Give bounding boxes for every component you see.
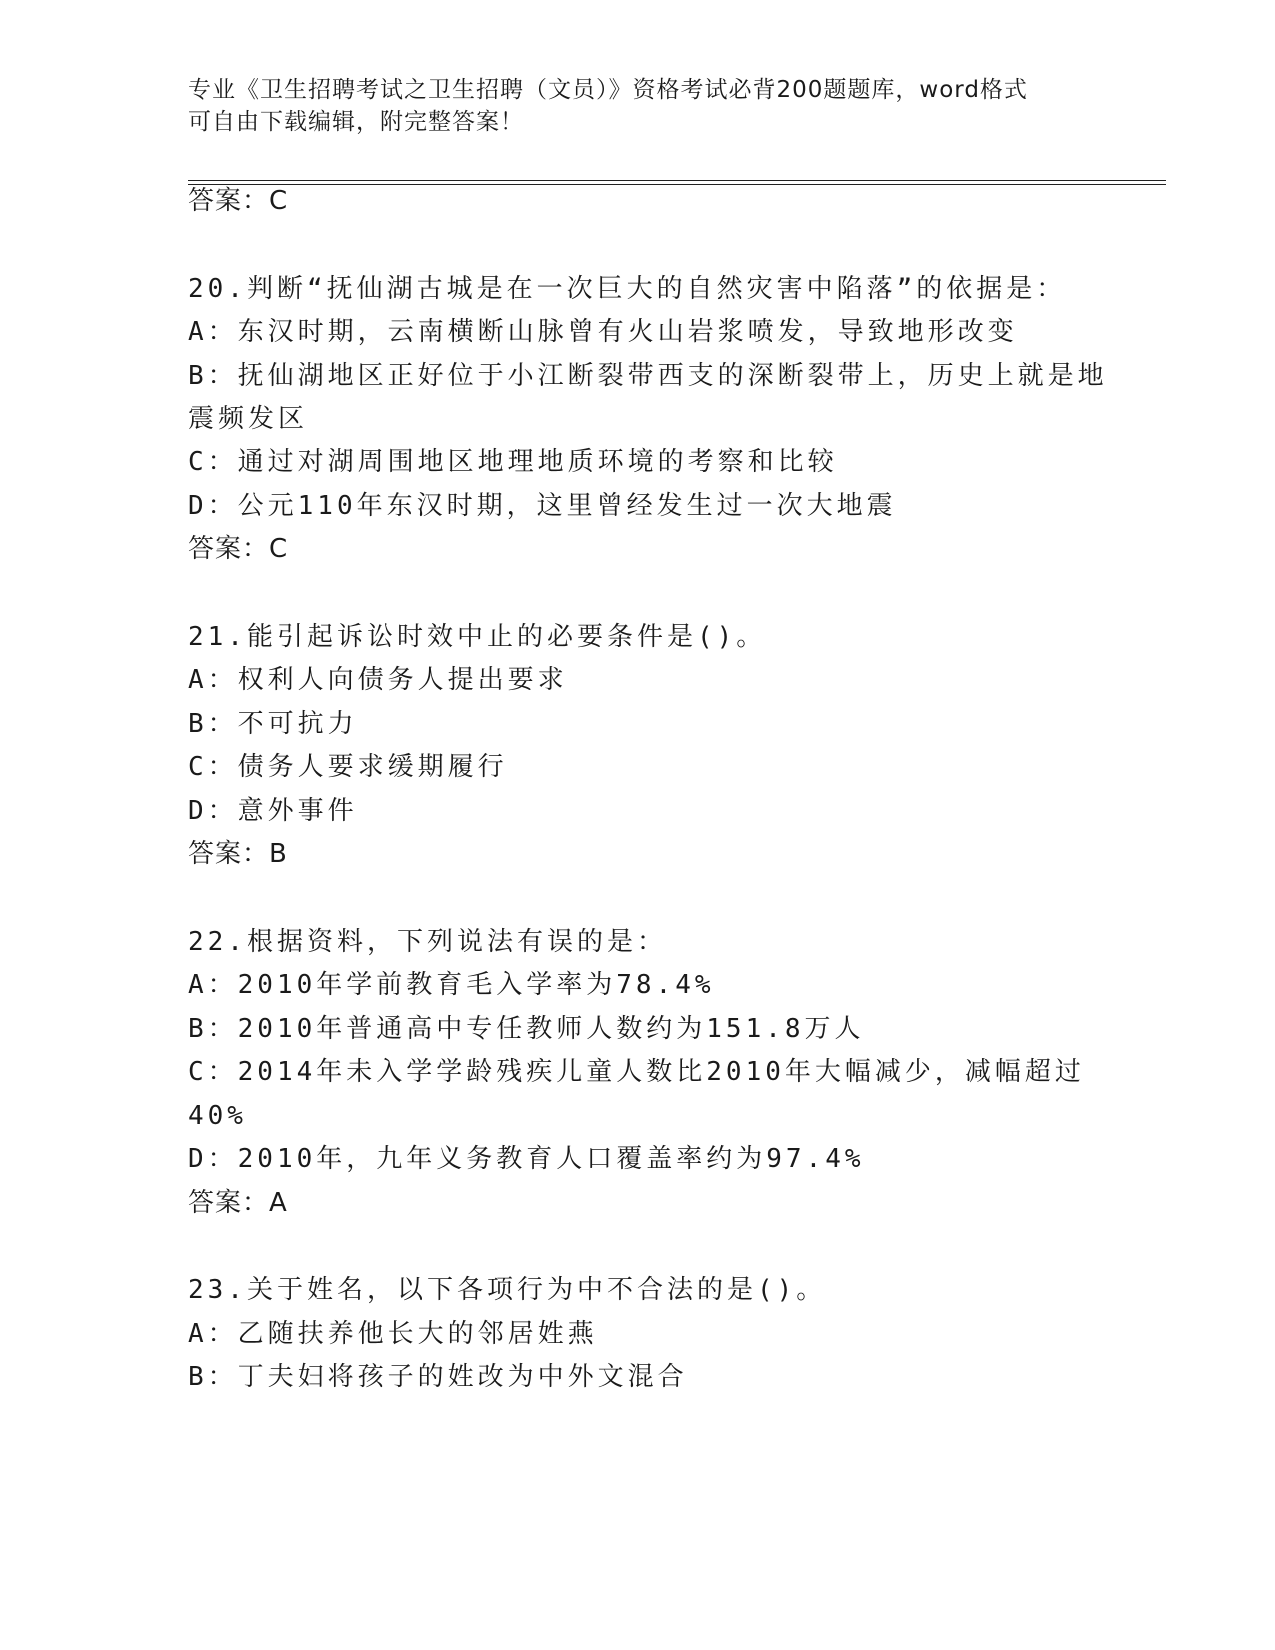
document-header	[188, 74, 1088, 138]
option-a: A：权利人向债务人提出要求	[188, 665, 568, 695]
option-b: B：不可抗力	[188, 709, 358, 739]
option-a: A：乙随扶养他长大的邻居姓燕	[188, 1319, 598, 1349]
header-line-2: 可自由下载编辑，附完整答案！	[188, 109, 524, 135]
option-c: C：债务人要求缓期履行	[188, 752, 508, 782]
header-divider-bottom	[188, 184, 1166, 185]
question-stem: 20.判断“抚仙湖古城是在一次巨大的自然灾害中陷落”的依据是：	[188, 274, 1067, 304]
question-stem: 23.关于姓名，以下各项行为中不合法的是()。	[188, 1275, 827, 1305]
option-c: C：通过对湖周围地区地理地质环境的考察和比较	[188, 447, 838, 477]
answer-line: 答案：A	[188, 1188, 288, 1218]
header-divider-top	[188, 180, 1166, 181]
question-stem: 22.根据资料，下列说法有误的是：	[188, 927, 667, 957]
option-d: D：2010年，九年义务教育人口覆盖率约为97.4%	[188, 1144, 865, 1174]
question-stem: 21.能引起诉讼时效中止的必要条件是()。	[188, 622, 767, 652]
option-a: A：东汉时期，云南横断山脉曾有火山岩浆喷发，导致地形改变	[188, 317, 1018, 347]
answer-line: 答案：B	[188, 839, 288, 869]
answer-line: 答案：C	[188, 534, 289, 564]
header-line-1: 专业《卫生招聘考试之卫生招聘（文员）》资格考试必背200题题库，word格式	[188, 77, 1028, 103]
option-a: A：2010年学前教育毛入学率为78.4%	[188, 970, 715, 1000]
answer-line: 答案：C	[188, 186, 289, 216]
option-b: B：抚仙湖地区正好位于小江断裂带西支的深断裂带上，历史上就是地	[188, 361, 1108, 391]
option-d: D：意外事件	[188, 796, 358, 826]
option-d: D：公元110年东汉时期，这里曾经发生过一次大地震	[188, 491, 897, 521]
option-c: C：2014年未入学学龄残疾儿童人数比2010年大幅减少，减幅超过	[188, 1057, 1085, 1087]
option-c-continued: 40%	[188, 1101, 247, 1131]
option-b-continued: 震频发区	[188, 404, 309, 434]
option-b: B：丁夫妇将孩子的姓改为中外文混合	[188, 1362, 688, 1392]
option-b: B：2010年普通高中专任教师人数约为151.8万人	[188, 1014, 865, 1044]
